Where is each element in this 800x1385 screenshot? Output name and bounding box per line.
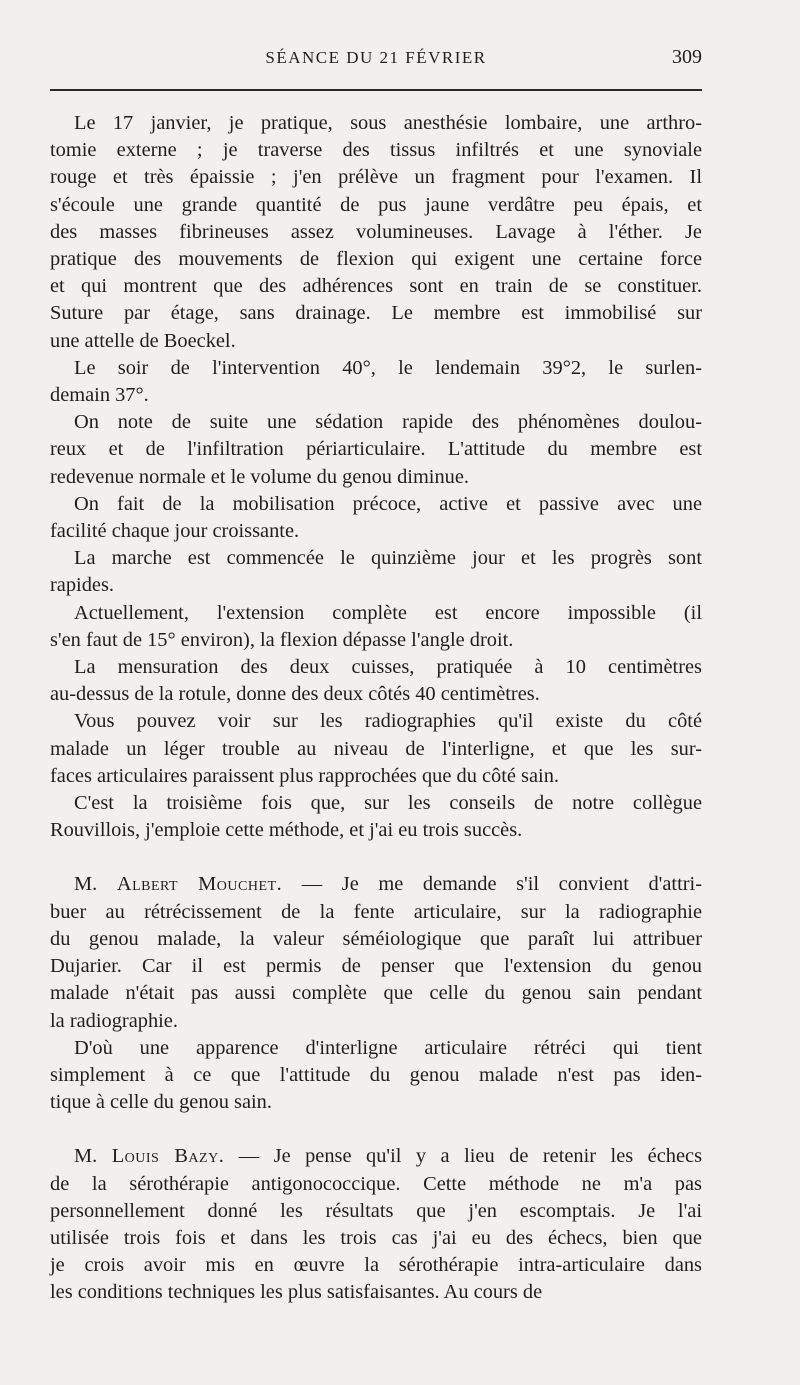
header-rule	[50, 89, 702, 91]
text-line: buer au rétrécissement de la fente articulaire, sur la radiographie	[50, 900, 702, 923]
section-gap	[50, 844, 702, 871]
text-line: tique à celle du genou sain.	[50, 1091, 272, 1114]
text-line: On note de suite une sédation rapide des phénomènes doulou-	[74, 411, 702, 434]
paragraph	[50, 708, 702, 790]
text-line: des masses fibrineuses assez volumineuses. Lavage à l'éther. Je	[50, 220, 702, 243]
speaker-text: — Je pense qu'il y a lieu de retenir les échecs	[224, 1145, 703, 1168]
intervention-first-line	[50, 871, 702, 898]
paragraph	[50, 545, 702, 599]
running-title: SÉANCE DU 21 FÉVRIER	[265, 48, 487, 67]
text-line: rouge et très épaissie ; j'en prélève un fragment pour l'examen. Il	[50, 166, 702, 189]
text-line: s'en faut de 15° environ), la flexion dépasse l'angle droit.	[50, 628, 514, 651]
text-line: demain 37°.	[50, 384, 149, 407]
text-line: Le soir de l'intervention 40°, le lendemain 39°2, le surlen-	[74, 356, 702, 379]
text-line: de la sérothérapie antigonococcique. Cette méthode ne m'a pas	[50, 1172, 702, 1195]
speaker-prefix: M.	[74, 873, 117, 896]
speaker-name: Louis Bazy.	[111, 1145, 225, 1168]
text-line: rapides.	[50, 574, 114, 597]
text-line: Dujarier. Car il est permis de penser que l'extension du genou	[50, 955, 702, 978]
page-header	[50, 44, 702, 76]
text-line: pratique des mouvements de flexion qui exigent une certaine force	[50, 248, 702, 271]
paragraph	[50, 355, 702, 409]
text-line: la radiographie.	[50, 1009, 178, 1032]
text-line: facilité chaque jour croissante.	[50, 520, 300, 543]
paragraph	[50, 110, 702, 355]
paragraph	[50, 409, 702, 491]
speaker-text: — Je me demande s'il convient d'attri-	[282, 873, 702, 896]
text-line: faces articulaires paraissent plus rapprochées que du côté sain.	[50, 764, 559, 787]
intervention-paragraph	[50, 1143, 702, 1306]
paragraph	[50, 790, 702, 844]
text-line: au-dessus de la rotule, donne des deux côtés 40 centimètres.	[50, 683, 540, 706]
paragraph	[50, 491, 702, 545]
intervention-first-line	[50, 1143, 702, 1170]
text-line: On fait de la mobilisation précoce, active et passive avec une	[74, 492, 702, 515]
text-line: La mensuration des deux cuisses, pratiquée à 10 centimètres	[74, 656, 702, 679]
text-line: Vous pouvez voir sur les radiographies qu'il existe du côté	[74, 710, 702, 733]
text-line: et qui montrent que des adhérences sont en train de se constituer.	[50, 275, 702, 298]
text-line: redevenue normale et le volume du genou diminue.	[50, 465, 470, 488]
text-line: reux et de l'infiltration périarticulaire. L'attitude du membre est	[50, 438, 702, 461]
paragraph	[50, 600, 702, 654]
page-number: 309	[672, 46, 702, 68]
text-line: Rouvillois, j'emploie cette méthode, et j'ai eu trois succès.	[50, 819, 523, 842]
text-line: s'écoule une grande quantité de pus jaune verdâtre peu épais, et	[50, 193, 702, 216]
text-line: utilisée trois fois et dans les trois cas j'ai eu des échecs, bien que	[50, 1226, 702, 1249]
speaker-name: Albert Mouchet.	[116, 873, 283, 896]
paragraph	[50, 1035, 702, 1117]
section-gap	[50, 1116, 702, 1143]
text-line: les conditions techniques les plus satisfaisantes. Au cours de	[50, 1281, 543, 1304]
text-line: simplement à ce que l'attitude du genou malade n'est pas iden-	[50, 1063, 702, 1086]
text-line: personnellement donné les résultats que j'en escomptais. Je l'ai	[50, 1199, 702, 1222]
text-line: C'est la troisième fois que, sur les conseils de notre collègue	[74, 792, 702, 815]
text-line: malade un léger trouble au niveau de l'interligne, et que les sur-	[50, 737, 702, 760]
text-line: tomie externe ; je traverse des tissus infiltrés et une synoviale	[50, 139, 702, 162]
text-line: D'où une apparence d'interligne articulaire rétréci qui tient	[74, 1036, 702, 1059]
paragraph	[50, 654, 702, 708]
text-line: malade n'était pas aussi complète que celle du genou sain pendant	[50, 982, 702, 1005]
text-line: Le 17 janvier, je pratique, sous anesthésie lombaire, une arthro-	[74, 112, 702, 134]
speaker-prefix: M.	[74, 1145, 112, 1168]
text-line: du genou malade, la valeur séméiologique que paraît lui attribuer	[50, 927, 702, 950]
intervention-paragraph	[50, 871, 702, 1034]
text-line: La marche est commencée le quinzième jour et les progrès sont	[74, 547, 702, 570]
body-text	[50, 110, 702, 1307]
text-line: Actuellement, l'extension complète est encore impossible (il	[74, 601, 702, 624]
text-line: je crois avoir mis en œuvre la sérothérapie intra-articulaire dans	[50, 1254, 702, 1277]
text-line: Suture par étage, sans drainage. Le membre est immobilisé sur	[50, 302, 702, 325]
text-line: une attelle de Boeckel.	[50, 329, 236, 352]
